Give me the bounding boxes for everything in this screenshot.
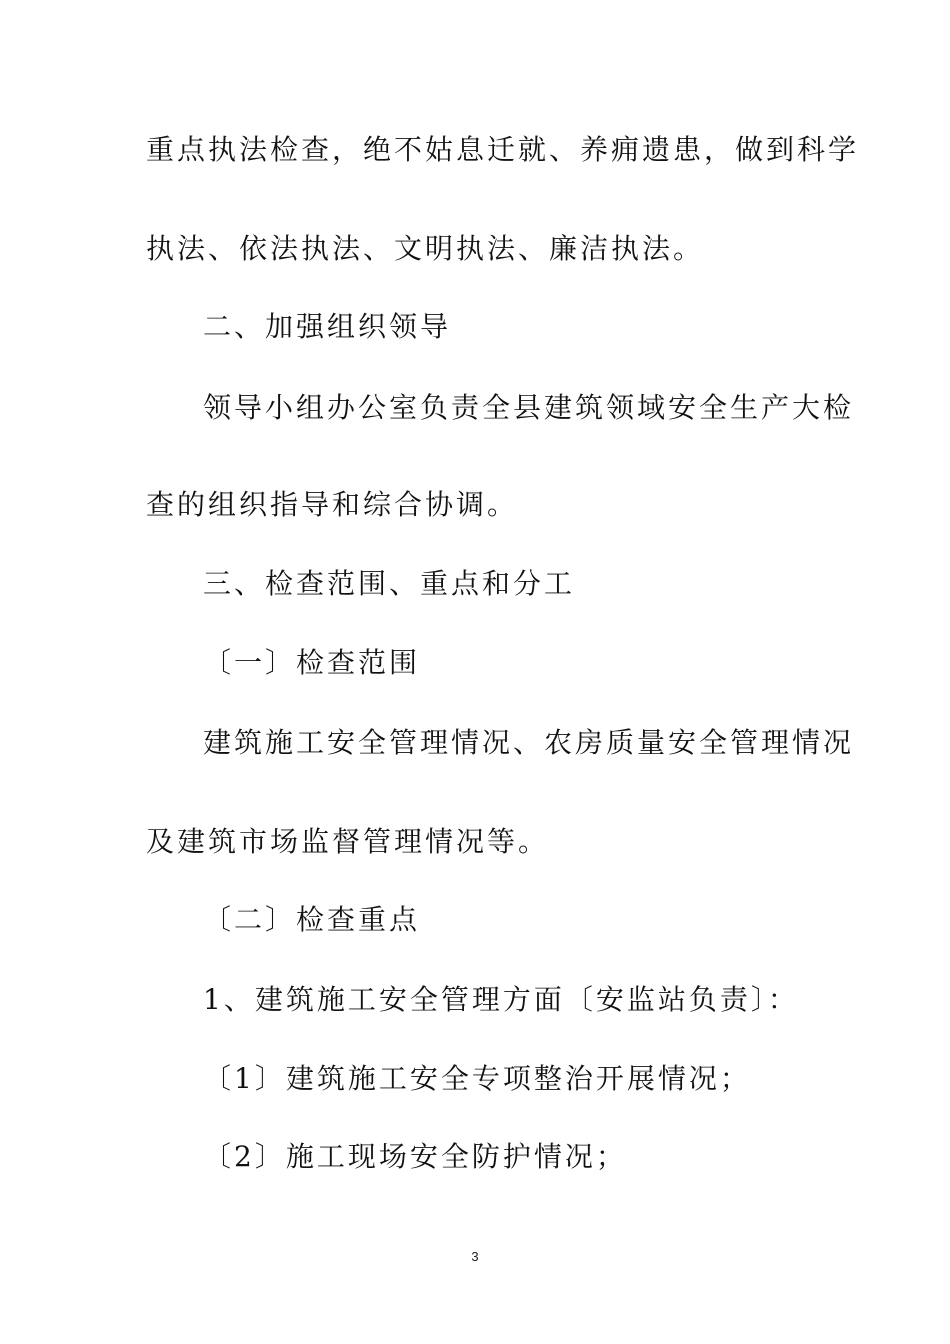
list-item: 〔1〕建筑施工安全专项整治开展情况； bbox=[203, 1062, 751, 1095]
paragraph-line: 查的组织指导和综合协调。 bbox=[146, 488, 519, 521]
subsection-heading: 〔一〕检查范围 bbox=[203, 646, 421, 679]
list-item: 〔2〕施工现场安全防护情况； bbox=[203, 1140, 627, 1173]
paragraph-line: 重点执法检查，绝不姑息迁就、养痈遗患，做到科学 bbox=[146, 133, 860, 166]
paragraph-line: 及建筑市场监督管理情况等。 bbox=[146, 825, 550, 858]
page-number: 3 bbox=[471, 1249, 479, 1264]
list-item: 1、建筑施工安全管理方面〔安监站负责〕： bbox=[203, 983, 799, 1016]
paragraph-line: 领导小组办公室负责全县建筑领域安全生产大检 bbox=[203, 391, 855, 424]
subsection-heading: 〔二〕检查重点 bbox=[203, 903, 421, 936]
section-heading: 二、加强组织领导 bbox=[203, 310, 452, 343]
paragraph-line: 建筑施工安全管理情况、农房质量安全管理情况 bbox=[203, 726, 855, 759]
paragraph-line: 执法、依法执法、文明执法、廉洁执法。 bbox=[146, 232, 705, 265]
section-heading: 三、检查范围、重点和分工 bbox=[203, 567, 576, 600]
